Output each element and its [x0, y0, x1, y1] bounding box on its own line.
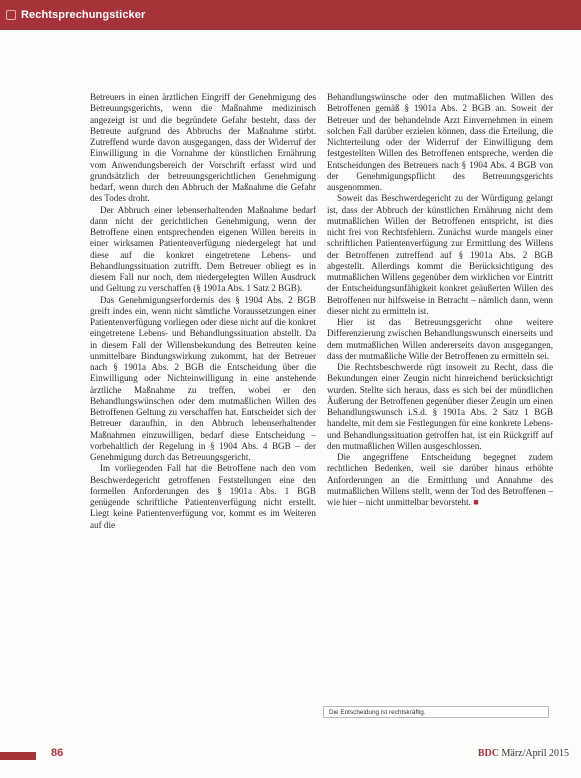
- right-text-column: [327, 92, 553, 508]
- left-text-column: [90, 92, 316, 531]
- summary-box: Die Entscheidung ist rechtskräftig.: [323, 706, 549, 718]
- paragraph: Behandlungswünsche oder den mutmaßlichen Willen des Betroffenen gemäß § 1901a Abs. 2 BGB an. Soweit der Betreuer und der behandelnde Arzt Einvernehmen in einem solchen Fall darüber erzielen können, dass die Erteilung, die Nichterteilung oder der Widerruf der Einwilligung dem festgestellten Willen des Betroffenen entspreche, werden die Entscheidungen des Betreuers nach § 1904 Abs. 4 BGB von der Genehmigungspflicht des Betreuungsgerichts ausgenommen.: [327, 92, 553, 192]
- section-header: [0, 0, 581, 30]
- paragraph: Der Abbruch einer lebenserhaltenden Maßnahme bedarf dann nicht der gerichtlichen Genehmigung, wenn der Betroffene einen entsprechenden eigenen Willen bereits in einer wirksamen Patientenverfügung niedergelegt hat und diese auf die konkret eingetretene Lebens- und Behandlungssituation zutrifft. Dem Betreuer obliegt es in diesem Fall nur noch, dem niedergelegten Willen Ausdruck und Geltung zu verschaffen (§ 1901a Abs. 1 Satz 2 BGB).: [90, 204, 316, 294]
- journal-issue: März/April 2015: [501, 748, 569, 759]
- paragraph: Soweit das Beschwerdegericht zu der Würdigung gelangt ist, dass der Abbruch der künstlichen Ernährung nicht dem mutmaßlichen Willen der Betroffenen entspricht, ist dies nicht frei von Rechtsfehlern. Zunächst wurde mangels einer schriftlichen Patientenverfügung zur Ermittlung des Willens der Betroffenen zutreffend auf § 1901a Abs. 2 BGB abgestellt. Allerdings kommt die Berücksichtigung des mutmaßlichen Willens gegenüber dem wirklichen vor Eintritt der Entscheidungsunfähigkeit konkret geäußerten Willen des Betroffenen nur hilfsweise in Betracht – nämlich dann, wenn dieser nicht zu ermitteln ist.: [327, 193, 553, 316]
- paragraph: Das Genehmigungserfordernis des § 1904 Abs. 2 BGB greift indes ein, wenn nicht sämtliche Voraussetzungen einer Patientenverfügung vorliegen oder diese nicht auf die konkret eingetretene Lebens- und Behandlungssituation abstellt. Da in diesem Fall der Willensbekundung des Betreuten keine unmittelbare Bindungswirkung zukommt, hat der Betreuer nach § 1901a Abs. 2 BGB die Entscheidung über die Einwilligung oder Nichteinwilligung in eine anstehende ärztliche Maßnahme zu treffen, wobei er den Behandlungswünschen oder dem mutmaßlichen Willen des Betroffenen Geltung zu verschaffen hat. Entscheidet sich der Betreuer daraufhin, in den Abbruch lebenserhaltender Maßnahmen einzuwilligen, bedarf diese Entscheidung – vorbehaltlich der Regelung in § 1904 Abs. 4 BGB – der Genehmigung durch das Betreuungsgericht.: [90, 294, 316, 462]
- section-title: Rechtsprechungsticker: [21, 9, 146, 21]
- end-of-article-mark: ■: [473, 497, 479, 507]
- paragraph-last: [327, 452, 553, 508]
- paragraph: Die Rechtsbeschwerde rügt insoweit zu Recht, dass die Bekundungen einer Zeugin nicht hinreichend berücksichtigt wurden. Stellte sich heraus, dass es sich bei der mündlichen Äußerung der Betroffenen gegenüber dieser Zeugin um einen Behandlungswunsch i.S.d. § 1901a Abs. 2 Satz 1 BGB handelte, mit dem sie Festlegungen für eine konkrete Lebens- und Behandlungssituation getroffen hat, ist ein Rückgriff auf den mutmaßlichen Willen ausgeschlossen.: [327, 362, 553, 451]
- journal-brand: BDC: [477, 748, 499, 759]
- footer-accent-bar: [0, 752, 36, 760]
- section-square-icon: [6, 10, 16, 20]
- paragraph: Hier ist das Betreuungsgericht ohne weitere Differenzierung zwischen Behandlungswunsch einerseits und dem mutmaßlichen Willen andererseits davon ausgegangen, dass der mutmaßliche Wille der Betroffenen zu ermitteln sei.: [327, 317, 553, 361]
- paragraph-text: Die angegriffene Entscheidung begegnet zudem rechtlichen Bedenken, weil sie darüber hinaus erhöhte Anforderungen an die Ermittlung und Annahme des mutmaßlichen Willens stellt, wenn der Tod des Betroffenen – wie hier – nicht unmittelbar bevorsteht.: [327, 452, 553, 507]
- page-number: 86: [51, 747, 64, 759]
- paragraph: Betreuers in einen ärztlichen Eingriff der Genehmigung des Betreuungsgerichts, wenn die Maßnahme medizinisch angezeigt ist und die begründete Gefahr besteht, dass der Betreute aufgrund des Abbruchs der Maßnahme stirbt. Zutreffend wurde davon ausgegangen, dass der Widerruf der Einwilligung in die Vornahme der künstlichen Ernährung vom Anwendungsbereich der Vorschrift erfasst wird und grundsätzlich der betreuungsgerichtlichen Genehmigung bedarf, wenn durch den Abbruch der Maßnahme die Gefahr des Todes droht.: [90, 92, 316, 204]
- paragraph: Im vorliegenden Fall hat die Betroffene nach den vom Beschwerdegericht getroffenen Feststellungen eine den formellen Anforderungen des § 1901a Abs. 1 BGB genügende schriftliche Patientenverfügung nicht erstellt. Liegt keine Patientenverfügung vor, kommt es im Weiteren auf die: [90, 463, 316, 530]
- journal-info: [478, 748, 569, 759]
